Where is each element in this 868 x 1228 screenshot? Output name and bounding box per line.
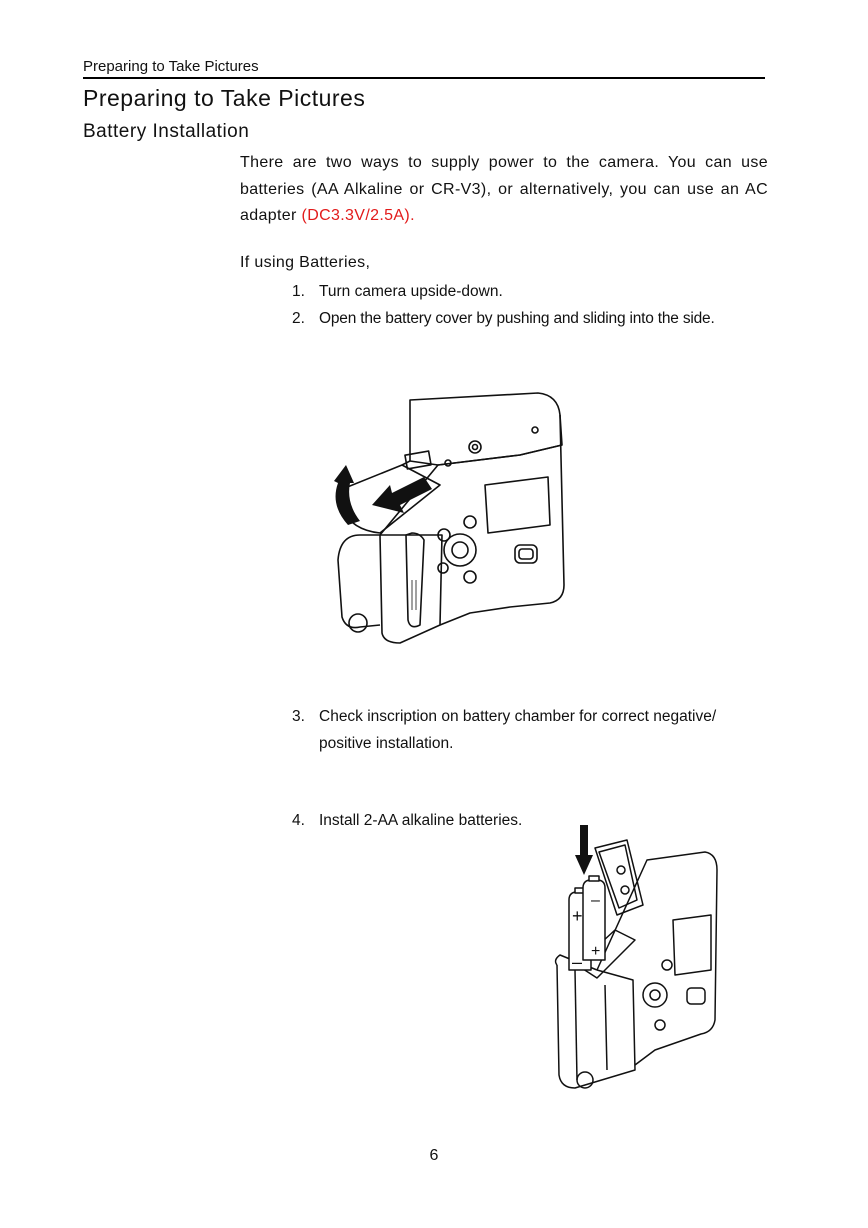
plus-sign-2: + (591, 943, 601, 960)
header-rule (83, 77, 765, 79)
intro-text: There are two ways to supply power to the camera. You can use batteries (AA Alkaline or CR-V3), or alternatively, you can use an AC adapter (240, 154, 768, 224)
minus-sign: – (572, 952, 583, 972)
minus-sign-2: – (591, 892, 600, 909)
running-header: Preparing to Take Pictures (83, 58, 259, 75)
step-text: Open the battery cover by pushing and sliding into the side. (319, 310, 715, 327)
step-number: 4. (292, 812, 305, 829)
step-text-line2: positive installation. (319, 735, 454, 752)
step-text: Turn camera upside-down. (319, 283, 503, 300)
plus-sign: + (572, 906, 583, 926)
step-text: Install 2-AA alkaline batteries. (319, 812, 523, 829)
intro-paragraph (240, 150, 768, 230)
camera-insert-batteries-illustration (535, 820, 725, 1095)
if-batteries-label: If using Batteries, (240, 254, 371, 271)
ac-adapter-spec: (DC3.3V/2.5A). (301, 207, 415, 224)
step-number: 3. (292, 708, 305, 725)
camera-open-battery-cover-illustration (320, 385, 570, 650)
step-number: 1. (292, 283, 305, 300)
insert-arrow-icon (575, 825, 593, 875)
page-number: 6 (429, 1147, 439, 1164)
section-heading: Battery Installation (83, 121, 250, 142)
step-number: 2. (292, 310, 305, 327)
step-text-line1: Check inscription on battery chamber for correct negative/ (319, 708, 717, 725)
page-title: Preparing to Take Pictures (83, 85, 366, 111)
